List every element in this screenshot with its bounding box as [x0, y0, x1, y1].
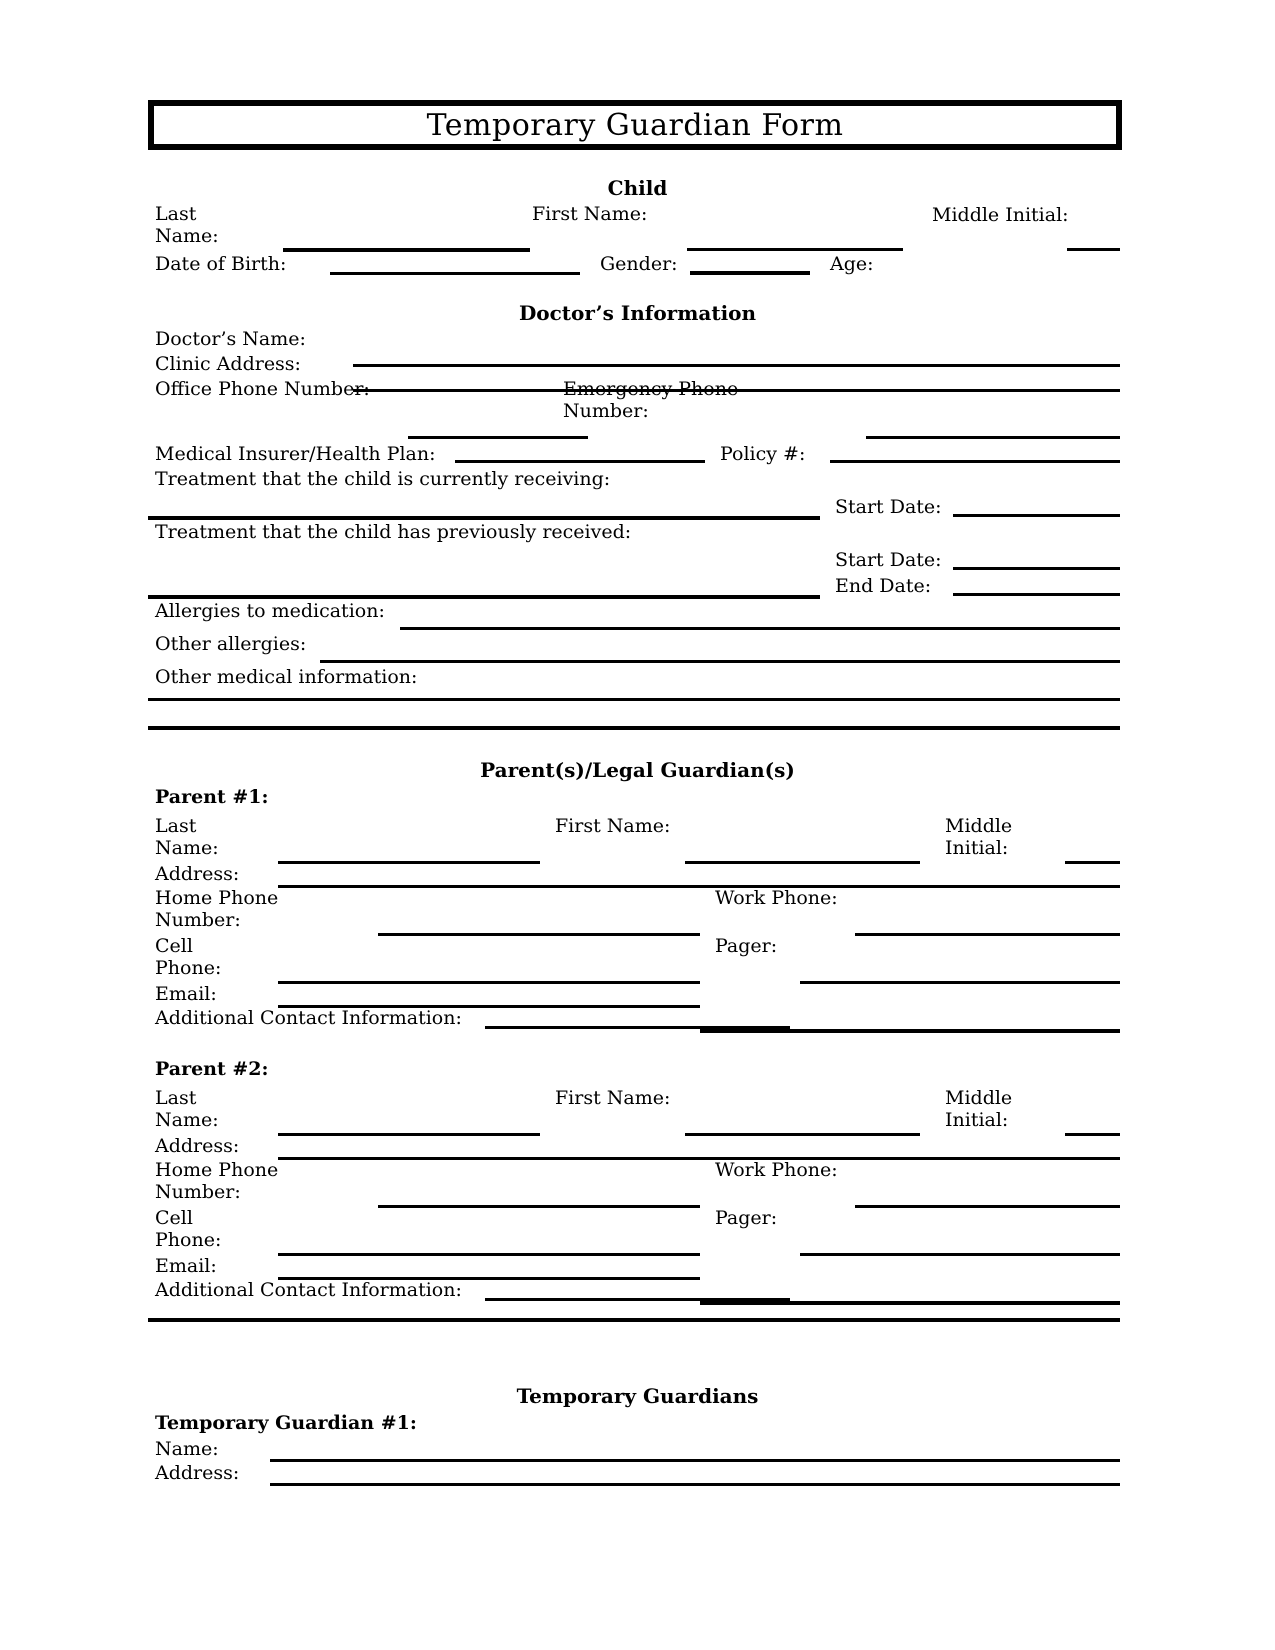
doctor-section-heading: Doctor’s Information [518, 301, 757, 325]
parent2-pager-label: Pager: [715, 1207, 778, 1229]
allergies-medication-blank[interactable] [400, 627, 1120, 630]
child-first-name-label: First Name: [532, 203, 648, 225]
other-medical-blank[interactable] [148, 698, 1120, 701]
treatment-current-label: Treatment that the child is currently receiving: [155, 468, 611, 490]
child-gender-label: Gender: [600, 253, 678, 275]
parent2-email-label: Email: [155, 1255, 217, 1277]
parent2-additional-label: Additional Contact Information: [155, 1279, 462, 1301]
parent1-pager-blank[interactable] [800, 981, 1120, 984]
parent2-work-phone-label: Work Phone: [715, 1159, 838, 1181]
policy-blank[interactable] [830, 460, 1120, 463]
parent1-first-name-blank[interactable] [685, 861, 920, 864]
parent1-home-phone-label: Home Phone Number: [155, 887, 279, 931]
guardian1-address-label: Address: [155, 1462, 240, 1484]
office-phone-label: Office Phone Number: [155, 378, 370, 400]
parent2-last-name-label: Last Name: [155, 1087, 219, 1131]
parents-section-heading: Parent(s)/Legal Guardian(s) [480, 758, 795, 782]
doctor-name-label: Doctor’s Name: [155, 328, 306, 350]
parent2-label: Parent #2: [155, 1058, 269, 1080]
parent1-cell-phone-blank[interactable] [278, 981, 700, 984]
parent1-middle-initial-blank[interactable] [1065, 861, 1120, 864]
parent2-home-phone-blank[interactable] [378, 1205, 700, 1208]
parent2-cell-phone-label: Cell Phone: [155, 1207, 222, 1251]
parent2-address-label: Address: [155, 1135, 240, 1157]
other-allergies-label: Other allergies: [155, 633, 307, 655]
parent2-last-name-blank[interactable] [278, 1133, 540, 1136]
parent2-pager-blank[interactable] [800, 1253, 1120, 1256]
child-first-name-blank[interactable] [687, 248, 903, 251]
parent1-pager-label: Pager: [715, 935, 778, 957]
child-section-heading: Child [607, 176, 668, 200]
child-dob-label: Date of Birth: [155, 253, 287, 275]
parent1-address-label: Address: [155, 863, 240, 885]
treatment-previous-blank[interactable] [148, 595, 820, 599]
doctor-section-divider [148, 726, 1120, 730]
parent1-first-name-label: First Name: [555, 815, 671, 837]
child-gender-blank[interactable] [690, 271, 810, 275]
child-last-name-blank[interactable] [283, 248, 530, 252]
parent1-work-phone-blank[interactable] [855, 933, 1120, 936]
doctor-name-blank[interactable] [353, 364, 1120, 367]
guardian1-address-blank[interactable] [270, 1483, 1120, 1486]
parent1-last-name-label: Last Name: [155, 815, 219, 859]
guardian1-name-blank[interactable] [270, 1459, 1120, 1462]
office-phone-blank[interactable] [408, 436, 588, 439]
treatment-previous-label: Treatment that the child has previously received: [155, 521, 632, 543]
parent1-last-name-blank[interactable] [278, 861, 540, 864]
parent2-middle-initial-label: Middle Initial: [945, 1087, 1013, 1131]
guardian1-name-label: Name: [155, 1438, 219, 1460]
treatment-current-start-date-blank[interactable] [953, 514, 1120, 517]
parent1-label: Parent #1: [155, 786, 269, 808]
form-title: Temporary Guardian Form [426, 107, 844, 143]
parent2-first-name-label: First Name: [555, 1087, 671, 1109]
parent1-email-label: Email: [155, 983, 217, 1005]
form-title-box [148, 100, 1122, 150]
parent2-middle-initial-blank[interactable] [1065, 1133, 1120, 1136]
treatment-current-blank[interactable] [148, 516, 820, 520]
treatment-previous-start-date-label: Start Date: [835, 549, 942, 571]
treatment-previous-end-date-blank[interactable] [953, 593, 1120, 596]
emergency-phone-blank[interactable] [866, 436, 1120, 439]
emergency-phone-label: Emergency Phone Number: [563, 378, 739, 422]
child-last-name-label: Last Name: [155, 203, 219, 247]
parent1-address-blank[interactable] [278, 885, 1120, 888]
parent1-cell-phone-label: Cell Phone: [155, 935, 222, 979]
other-allergies-blank[interactable] [320, 660, 1120, 663]
parent2-home-phone-label: Home Phone Number: [155, 1159, 279, 1203]
parent1-additional-label: Additional Contact Information: [155, 1007, 462, 1029]
policy-label: Policy #: [720, 443, 806, 465]
parents-section-divider [148, 1318, 1120, 1322]
guardian1-label: Temporary Guardian #1: [155, 1412, 417, 1434]
clinic-address-label: Clinic Address: [155, 353, 301, 375]
parent2-cell-phone-blank[interactable] [278, 1253, 700, 1256]
guardians-section-heading: Temporary Guardians [516, 1384, 759, 1408]
child-middle-initial-label: Middle Initial: [932, 204, 1069, 226]
treatment-previous-end-date-label: End Date: [835, 575, 932, 597]
allergies-medication-label: Allergies to medication: [155, 600, 385, 622]
parent2-additional-blank-2[interactable] [700, 1301, 1120, 1305]
child-dob-blank[interactable] [330, 272, 580, 275]
treatment-previous-start-date-blank[interactable] [953, 567, 1120, 570]
parent2-work-phone-blank[interactable] [855, 1205, 1120, 1208]
parent1-additional-blank-2[interactable] [700, 1029, 1120, 1033]
insurer-blank[interactable] [455, 460, 705, 463]
parent1-middle-initial-label: Middle Initial: [945, 815, 1013, 859]
parent1-home-phone-blank[interactable] [378, 933, 700, 936]
child-age-label: Age: [830, 253, 874, 275]
child-middle-initial-blank[interactable] [1067, 248, 1120, 251]
other-medical-label: Other medical information: [155, 666, 418, 688]
insurer-label: Medical Insurer/Health Plan: [155, 443, 436, 465]
parent2-first-name-blank[interactable] [685, 1133, 920, 1136]
treatment-current-start-date-label: Start Date: [835, 496, 942, 518]
parent2-address-blank[interactable] [278, 1157, 1120, 1160]
parent1-work-phone-label: Work Phone: [715, 887, 838, 909]
